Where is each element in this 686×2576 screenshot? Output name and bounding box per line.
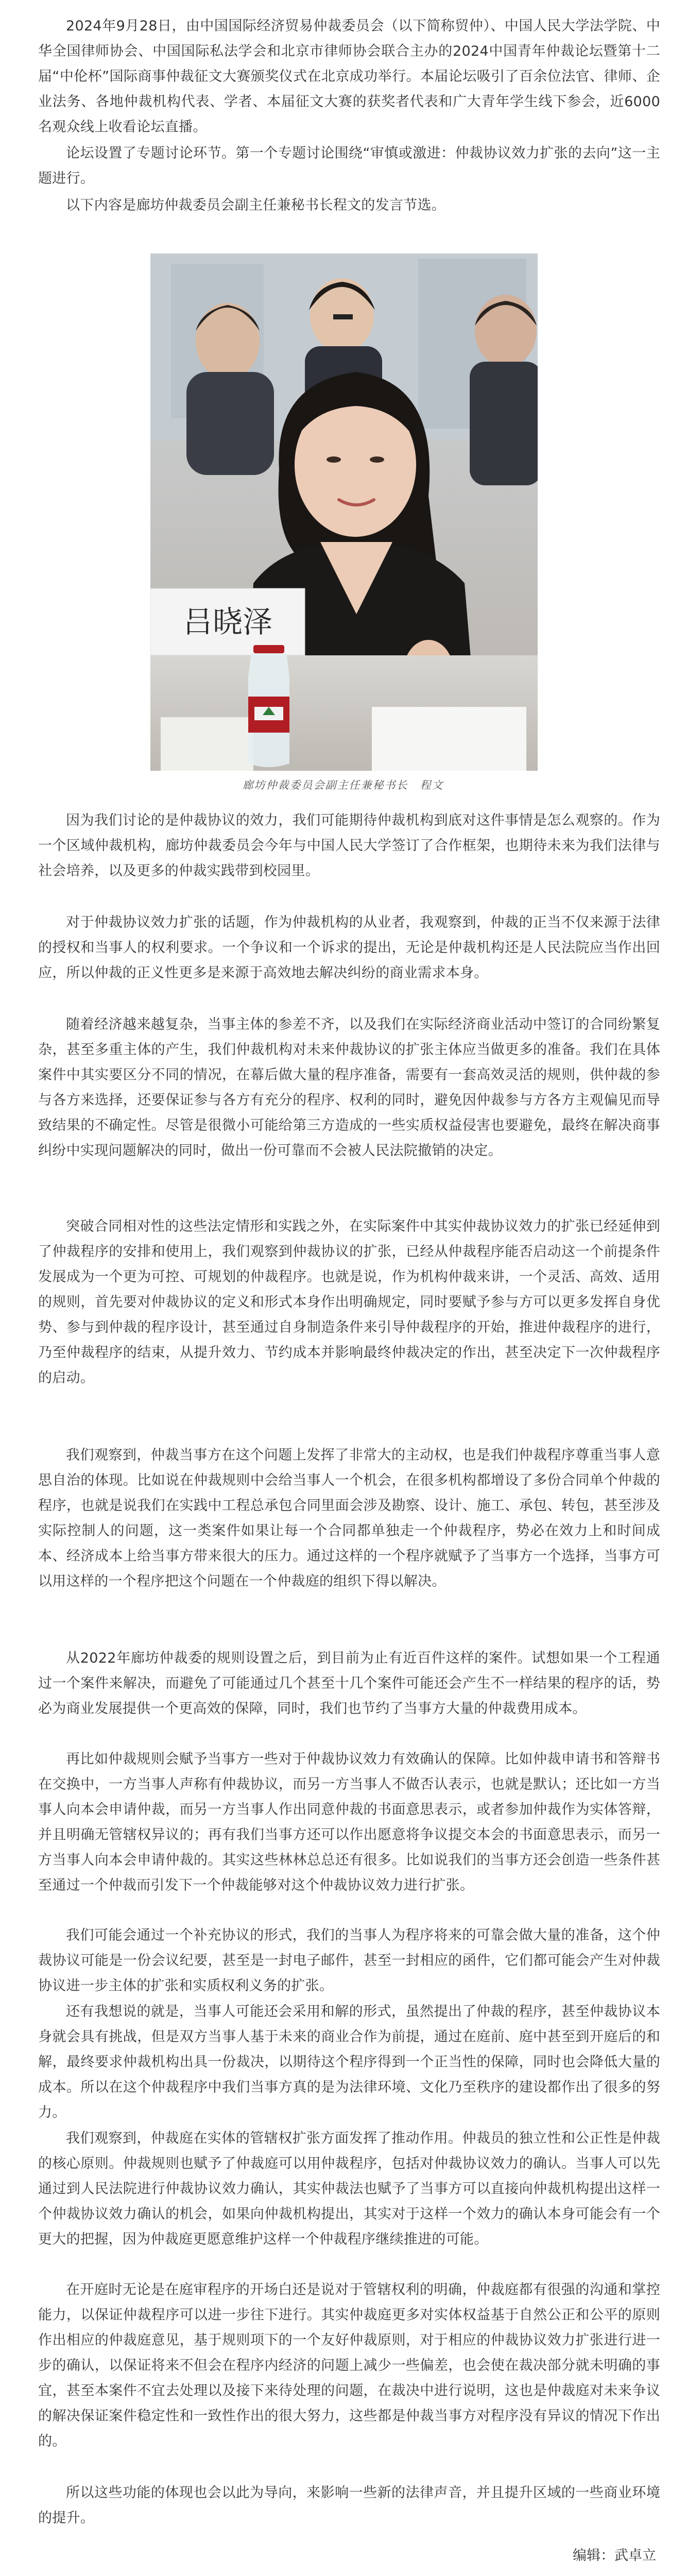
- article-paragraph: 再比如仲裁规则会赋予当事方一些对于仲裁协议效力有效确认的保障。比如仲裁申请书和答辩书在交换中，一方当事人声称有仲裁协议，而另一方当事人不做否认表示，也就是默认；还比如一方当事人向本会申请仲裁，而另一方当事人作出同意仲裁的书面意思表示，或者参加仲裁作为实体答辩，并且明确无管辖权异议的；再有我们当事方还可以作出愿意将争议提交本会的书面意思表示，而另一方当事人向本会申请仲裁的。其实这些林林总总还有很多。比如说我们的当事方还会创造一些条件甚至通过一个仲裁而引发下一个仲裁能够对这个仲裁协议效力进行扩张。: [38, 1751, 660, 1893]
- photo-caption: 廊坊仲裁委员会副主任兼秘书长 程文: [242, 779, 444, 791]
- article-paragraph: 还有我想说的就是，当事人可能还会采用和解的形式，虽然提出了仲裁的程序，甚至仲裁协议本身就会具有挑战，但是双方当事人基于未来的商业合作为前提，通过在庭前、庭中甚至到开庭后的和解，最终要求仲裁机构出具一份裁决，以期待这个程序得到一个正当性的保障，同时也会降低大量的成本。所以在这个仲裁程序中我们当事方真的是为法律环境、文化乃至秩序的建设都作出了很多的努力。: [38, 2004, 660, 2121]
- article-paragraph: 以下内容是廊坊仲裁委员会副主任兼秘书长程文的发言节选。: [66, 197, 446, 213]
- article-paragraph: 论坛设置了专题讨论环节。第一个专题讨论围绕“审慎或激进：仲裁协议效力扩张的去向”这一主题进行。: [38, 145, 660, 187]
- article-paragraph: 所以这些功能的体现也会以此为导向，来影响一些新的法律声音，并且提升区域的一些商业环境的提升。: [38, 2485, 660, 2526]
- article-paragraph: 从2022年廊坊仲裁委的规则设置之后，到目前为止有近百件这样的案件。试想如果一个工程通过一个案件来解决，而避免了可能通过几个甚至十几个案件可能还会产生不一样结果的程序的话，势必为商业发展提供一个更高效的保障，同时，我们也节约了当事方大量的仲裁费用成本。: [38, 1650, 660, 1717]
- article-paragraph: 在开庭时无论是在庭审程序的开场白还是说对于管辖权利的明确，仲裁庭都有很强的沟通和掌控能力，以保证仲裁程序可以进一步往下进行。其实仲裁庭更多对实体权益基于自然公正和公平的原则作出相应的仲裁庭意见，基于规则项下的一个友好仲裁原则，对于相应的仲裁协议效力扩张进行进一步的确认，以保证将来不但会在程序内经济的问题上减少一些偏差，也会使在裁决部分就未明确的事宜，甚至本案件不宜去处理以及接下来待处理的问题，在裁决中进行说明，这也是仲裁庭对未来争议的解决保证案件稳定性和一致性作出的很大努力，这些都是仲裁当事方对程序没有异议的情况下作出的。: [38, 2282, 660, 2449]
- article-paragraph: 因为我们讨论的是仲裁协议的效力，我们可能期待仲裁机构到底对这件事情是怎么观察的。作为一个区域仲裁机构，廊坊仲裁委员会今年与中国人民大学签订了合作框架，也期待未来为我们法律与社会培养，以及更多的仲裁实践带到校园里。: [38, 812, 660, 879]
- editor-credit: 编辑：武卓立: [573, 2548, 656, 2564]
- article-paragraph: 我们观察到，仲裁庭在实体的管辖权扩张方面发挥了推动作用。仲裁员的独立性和公正性是仲裁的核心原则。仲裁规则也赋予了仲裁庭可以用仲裁程序，包括对仲裁协议效力的确认。当事人可以先通过到人民法院进行仲裁协议效力确认，其实仲裁法也赋予了当事方可以直接向仲裁机构提出这样一个仲裁协议效力确认的机会，如果向仲裁机构提出，其实对于这样一个效力的确认本身可能会有一个更大的把握，因为仲裁庭更愿意维护这样一个仲裁程序继续推进的可能。: [38, 2130, 660, 2247]
- nameplate-text: 吕晓泽: [182, 604, 273, 639]
- speaker-photo: [150, 253, 538, 771]
- article-paragraph: 我们可能会通过一个补充协议的形式，我们的当事人为程序将来的可靠会做大量的准备，这个仲裁协议可能是一份会议纪要，甚至是一封电子邮件，甚至一封相应的函件，它们都可能会产生对仲裁协议进一步主体的扩张和实质权利义务的扩张。: [38, 1927, 660, 1994]
- article-paragraph: 突破合同相对性的这些法定情形和实践之外，在实际案件中其实仲裁协议效力的扩张已经延伸到了仲裁程序的安排和使用上，我们观察到仲裁协议的扩张，已经从仲裁程序能否启动这一个前提条件发展成为一个更为可控、可规划的仲裁程序。也就是说，作为机构仲裁来讲，一个灵活、高效、适用的规则，首先要对仲裁协议的定义和形式本身作出明确规定，同时要赋予参与方可以更多发挥自身优势、参与到仲裁的程序设计，甚至通过自身制造条件来引导仲裁程序的开始，推进仲裁程序的进行，乃至仲裁程序的结束，从提升效力、节约成本并影响最终仲裁决定的作出，甚至决定下一次仲裁程序的启动。: [38, 1218, 660, 1386]
- article-paragraph: 2024年9月28日，由中国国际经济贸易仲裁委员会（以下简称贸仲）、中国人民大学法学院、中华全国律师协会、中国国际私法学会和北京市律师协会联合主办的2024中国青年仲裁论坛暨第十二届“中伦杯”国际商事仲裁征文大赛颁奖仪式在北京成功举行。本届论坛吸引了百余位法官、律师、企业法务、各地仲裁机构代表、学者、本届征文大赛的获奖者代表和广大青年学生线下参会，近6000名观众线上收看论坛直播。: [38, 18, 660, 135]
- article-paragraph: 我们观察到，仲裁当事方在这个问题上发挥了非常大的主动权，也是我们仲裁程序尊重当事人意思自治的体现。比如说在仲裁规则中会给当事人一个机会，在很多机构都增设了多份合同单个仲裁的程序，也就是说我们在实践中工程总承包合同里面会涉及勘察、设计、施工、承包、转包，甚至涉及实际控制人的问题，这一类案件如果让每一个合同都单独走一个仲裁程序，势必在效力上和时间成本、经济成本上给当事方带来很大的压力。通过这样的一个程序就赋予了当事方一个选择，当事方可以用这样的一个程序把这个问题在一个仲裁庭的组织下得以解决。: [38, 1447, 660, 1589]
- article-paragraph: 随着经济越来越复杂，当事主体的参差不齐，以及我们在实际经济商业活动中签订的合同纷繁复杂，甚至多重主体的产生，我们仲裁机构对未来仲裁协议的扩张主体应当做更多的准备。我们在具体案件中其实要区分不同的情况，在幕后做大量的程序准备，需要有一套高效灵活的规则，供仲裁的参与各方来选择，还要保证参与各方有充分的程序、权利的同时，避免因仲裁参与方各方主观偏见而导致结果的不确定性。尽管是很微小可能给第三方造成的一些实质权益侵害也要避免，最终在解决商事纠纷中实现问题解决的同时，做出一份可靠而不会被人民法院撤销的决定。: [38, 1016, 660, 1159]
- article-paragraph: 对于仲裁协议效力扩张的话题，作为仲裁机构的从业者，我观察到，仲裁的正当不仅来源于法律的授权和当事人的权利要求。一个争议和一个诉求的提出，无论是仲裁机构还是人民法院应当作出回应，所以仲裁的正义性更多是来源于高效地去解决纠纷的商业需求本身。: [38, 914, 660, 981]
